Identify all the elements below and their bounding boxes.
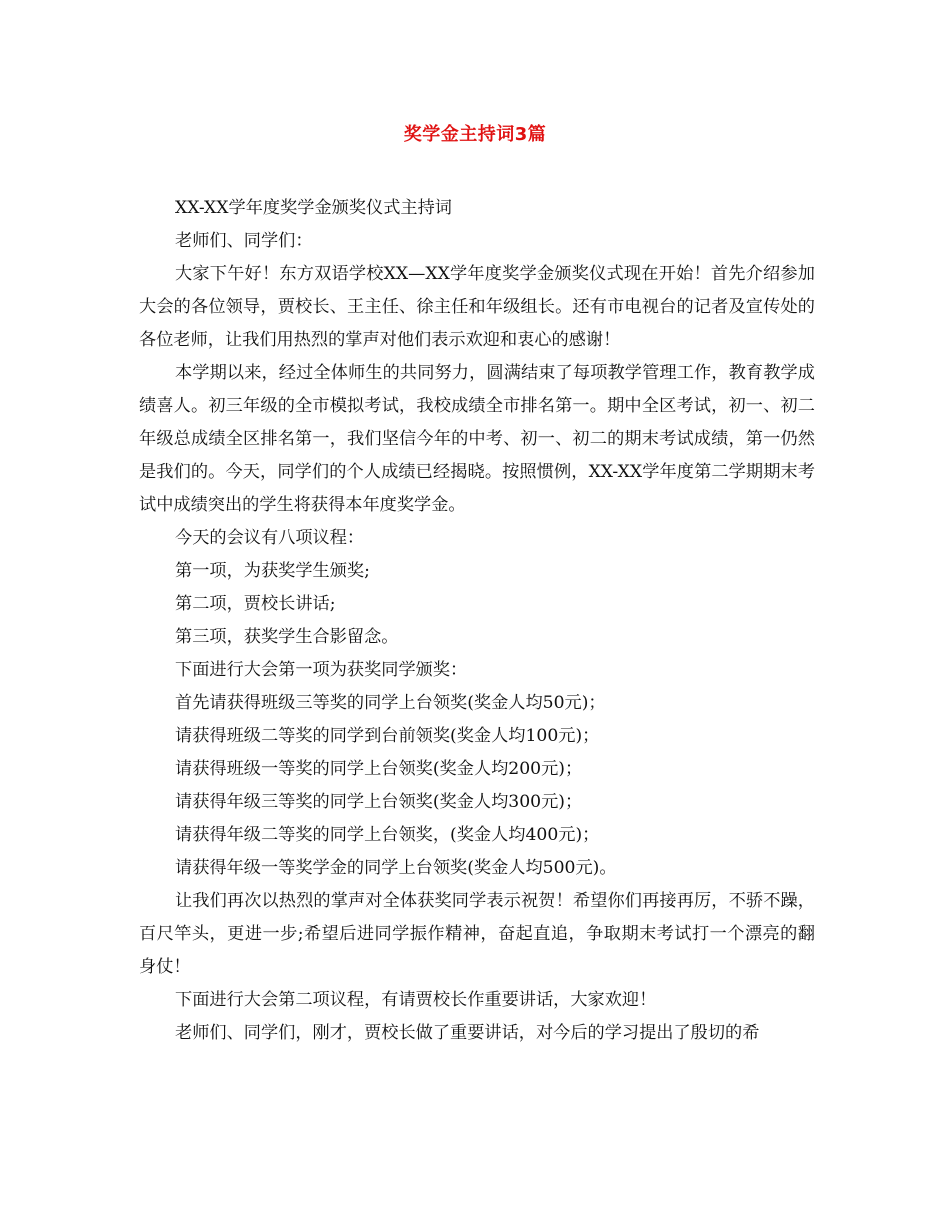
document-title: 奖学金主持词3篇: [403, 124, 547, 145]
paragraph-subtitle: XX-XX学年度奖学金颁奖仪式主持词: [175, 198, 452, 218]
paragraph-greeting: 老师们、同学们：: [175, 231, 313, 251]
document-body: [139, 192, 815, 1050]
paragraph-speech-intro: 下面进行大会第二项议程，有请贾校长作重要讲话，大家欢迎！: [175, 990, 657, 1010]
paragraph-award-class-2: 请获得班级二等奖的同学到台前领奖(奖金人均100元)；: [175, 726, 600, 746]
paragraph-award-grade-1: 请获得年级一等奖学金的同学上台领奖(奖金人均500元)。: [175, 858, 617, 878]
paragraph-award-class-1: 请获得班级一等奖的同学上台领奖(奖金人均200元)；: [175, 759, 583, 779]
paragraph-agenda-item-3: 第三项，获奖学生合影留念。: [175, 627, 399, 647]
paragraph-award-grade-3: 请获得年级三等奖的同学上台领奖(奖金人均300元)；: [175, 792, 583, 812]
paragraph-agenda-item-2: 第二项，贾校长讲话;: [175, 594, 336, 614]
paragraph-agenda-intro: 今天的会议有八项议程：: [175, 528, 365, 548]
paragraph-award-class-3: 首先请获得班级三等奖的同学上台领奖(奖金人均50元)；: [175, 693, 606, 713]
paragraph-achievements: 本学期以来，经过全体师生的共同努力，圆满结束了每项教学管理工作，教育教学成绩喜人。初三年级的全市模拟考试，我校成绩全市排名第一。期中全区考试，初一、初二年级总成绩全区排名第一，我们坚信今年的中考、初一、初二的期末考试成绩，第一仍然是我们的。今天，同学们的个人成绩已经揭晓。按照惯例，XX-XX学年度第二学期期末考试中成绩突出的学生将获得本年度奖学金。: [139, 363, 815, 515]
paragraph-congratulations: 让我们再次以热烈的掌声对全体获奖同学表示祝贺！希望你们再接再厉，不骄不躁，百尺竿头，更进一步;希望后进同学振作精神，奋起直追，争取期末考试打一个漂亮的翻身仗！: [139, 891, 815, 977]
paragraph-agenda-item-1: 第一项，为获奖学生颁奖;: [175, 561, 370, 581]
paragraph-award-grade-2: 请获得年级二等奖的同学上台领奖，(奖金人均400元)；: [175, 825, 600, 845]
paragraph-opening: 大家下午好！东方双语学校XX—XX学年度奖学金颁奖仪式现在开始！首先介绍参加大会的各位领导，贾校长、王主任、徐主任和年级组长。还有市电视台的记者及宣传处的各位老师，让我们用热烈的掌声对他们表示欢迎和衷心的感谢！: [139, 264, 815, 350]
paragraph-speech-followup: 老师们、同学们，刚才，贾校长做了重要讲话，对今后的学习提出了殷切的希: [175, 1023, 760, 1043]
paragraph-award-intro: 下面进行大会第一项为获奖同学颁奖：: [175, 660, 468, 680]
